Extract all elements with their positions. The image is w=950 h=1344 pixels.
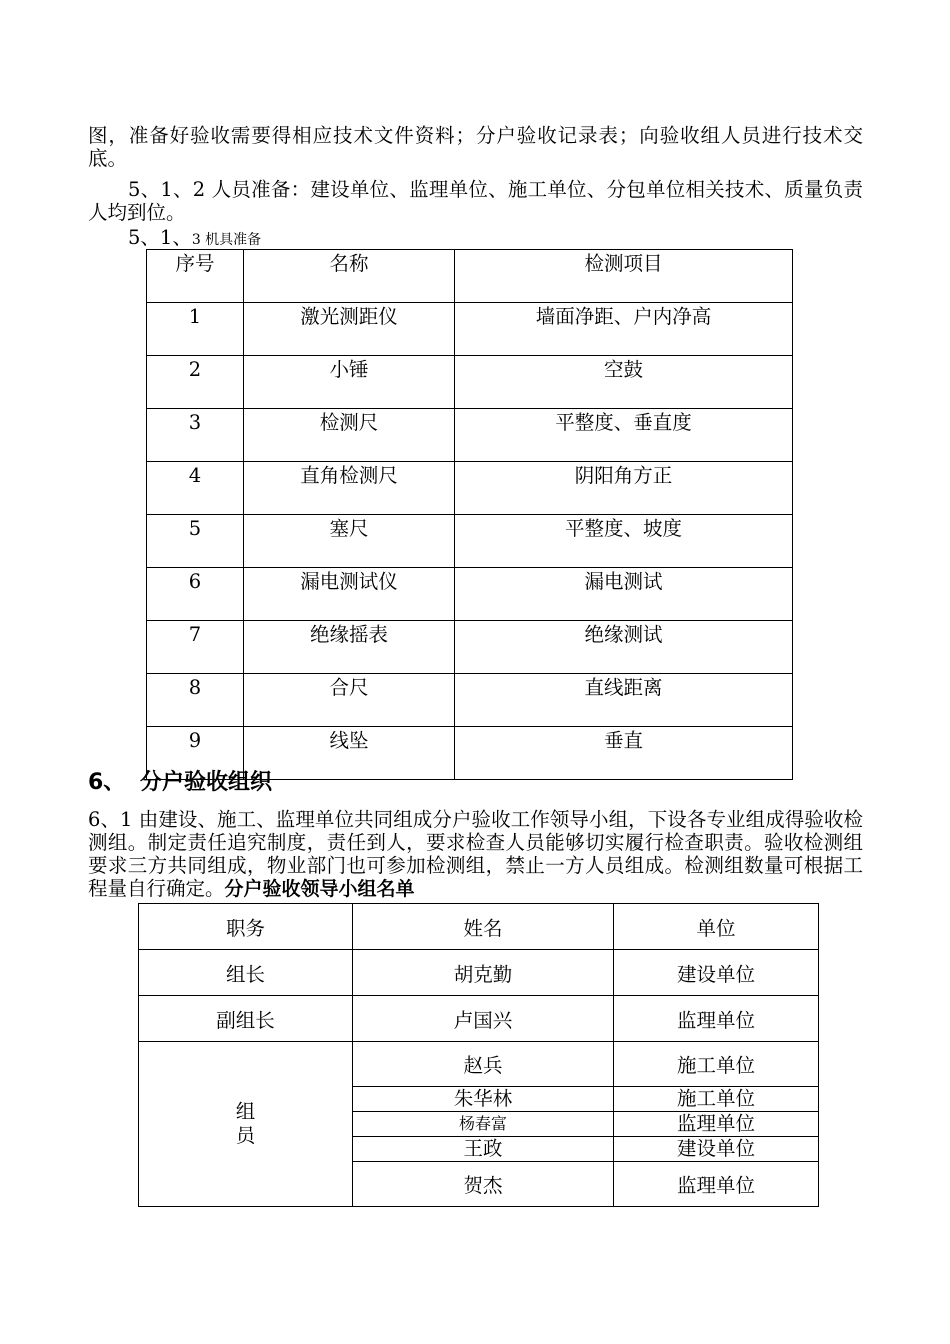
group-header-name: 姓名 xyxy=(353,904,614,950)
tools-header-name: 名称 xyxy=(244,250,455,303)
table-row xyxy=(147,674,793,727)
tools-table-header xyxy=(147,250,793,303)
leader-group-list-title: 分户验收领导小组名单 xyxy=(224,878,415,900)
tool-item: 直线距离 xyxy=(455,674,793,727)
table-row xyxy=(147,621,793,674)
deputy-role: 副组长 xyxy=(139,996,353,1042)
member-role-cell xyxy=(139,1042,353,1207)
table-row xyxy=(147,409,793,462)
tools-subheading-label: 3 机具准备 xyxy=(191,232,262,248)
member-name: 赵兵 xyxy=(353,1042,614,1087)
member-unit: 施工单位 xyxy=(614,1087,819,1112)
tool-name: 合尺 xyxy=(244,674,455,727)
member-unit: 施工单位 xyxy=(614,1042,819,1087)
member-name: 王政 xyxy=(353,1137,614,1162)
tool-item: 平整度、垂直度 xyxy=(455,409,793,462)
deputy-unit: 监理单位 xyxy=(614,996,819,1042)
member-unit: 监理单位 xyxy=(614,1112,819,1137)
member-name: 朱华林 xyxy=(353,1087,614,1112)
tool-item: 漏电测试 xyxy=(455,568,793,621)
group-header-role: 职务 xyxy=(139,904,353,950)
section-6-number: 6、 xyxy=(88,770,126,795)
section-6-text: 6、1 由建设、施工、监理单位共同组成分户验收工作领导小组，下设各专业组成得验收检测组。制定责任追究制度，责任到人，要求检查人员能够切实履行检查职责。验收检测组要求三方共同组成，物业部门也可参加检测组，禁止一方人员组成。检测组数量可根据工程量自行确定。 xyxy=(88,808,863,900)
tool-name: 绝缘摇表 xyxy=(244,621,455,674)
tool-item: 绝缘测试 xyxy=(455,621,793,674)
member-name: 贺杰 xyxy=(353,1162,614,1207)
table-row xyxy=(139,996,819,1042)
member-role-char-2: 员 xyxy=(235,1124,256,1147)
tool-item: 垂直 xyxy=(455,727,793,780)
group-header-unit: 单位 xyxy=(614,904,819,950)
tool-name: 小锤 xyxy=(244,356,455,409)
tool-name: 漏电测试仪 xyxy=(244,568,455,621)
leader-group-table xyxy=(138,903,819,1207)
table-row xyxy=(147,303,793,356)
section-6-title: 分户验收组织 xyxy=(140,770,273,795)
tool-index: 7 xyxy=(147,621,244,674)
tool-item: 墙面净距、户内净高 xyxy=(455,303,793,356)
tool-name: 激光测距仪 xyxy=(244,303,455,356)
table-row xyxy=(147,515,793,568)
deputy-name: 卢国兴 xyxy=(353,996,614,1042)
intro-paragraph-2: 5、1、2 人员准备：建设单位、监理单位、施工单位、分包单位相关技术、质量负责人均到位。 xyxy=(88,178,863,224)
member-unit: 建设单位 xyxy=(614,1137,819,1162)
member-name: 杨春富 xyxy=(353,1112,614,1137)
tool-index: 1 xyxy=(147,303,244,356)
table-row xyxy=(139,1042,819,1087)
tool-name: 检测尺 xyxy=(244,409,455,462)
tool-name: 直角检测尺 xyxy=(244,462,455,515)
tool-name: 塞尺 xyxy=(244,515,455,568)
tool-index: 6 xyxy=(147,568,244,621)
tool-name: 线坠 xyxy=(244,727,455,780)
tool-index: 3 xyxy=(147,409,244,462)
group-table-header xyxy=(139,904,819,950)
tool-index: 5 xyxy=(147,515,244,568)
table-row xyxy=(147,568,793,621)
tool-index: 2 xyxy=(147,356,244,409)
tool-item: 平整度、坡度 xyxy=(455,515,793,568)
table-row xyxy=(147,356,793,409)
table-row xyxy=(147,462,793,515)
tools-table xyxy=(146,249,793,780)
tool-index: 8 xyxy=(147,674,244,727)
table-row xyxy=(139,950,819,996)
section-6-paragraph xyxy=(88,808,863,901)
tool-index: 9 xyxy=(147,727,244,780)
tools-header-index: 序号 xyxy=(147,250,244,303)
leader-name: 胡克勤 xyxy=(353,950,614,996)
tool-item: 阴阳角方正 xyxy=(455,462,793,515)
member-unit: 监理单位 xyxy=(614,1162,819,1207)
tool-item: 空鼓 xyxy=(455,356,793,409)
leader-role: 组长 xyxy=(139,950,353,996)
tools-header-item: 检测项目 xyxy=(455,250,793,303)
leader-unit: 建设单位 xyxy=(614,950,819,996)
member-role-char-1: 组 xyxy=(235,1100,256,1123)
tool-index: 4 xyxy=(147,462,244,515)
intro-paragraph-1: 图，准备好验收需要得相应技术文件资料；分户验收记录表；向验收组人员进行技术交底。 xyxy=(88,124,863,170)
section-6-heading xyxy=(88,765,272,796)
tools-subheading-number: 5、1、 xyxy=(128,226,192,249)
